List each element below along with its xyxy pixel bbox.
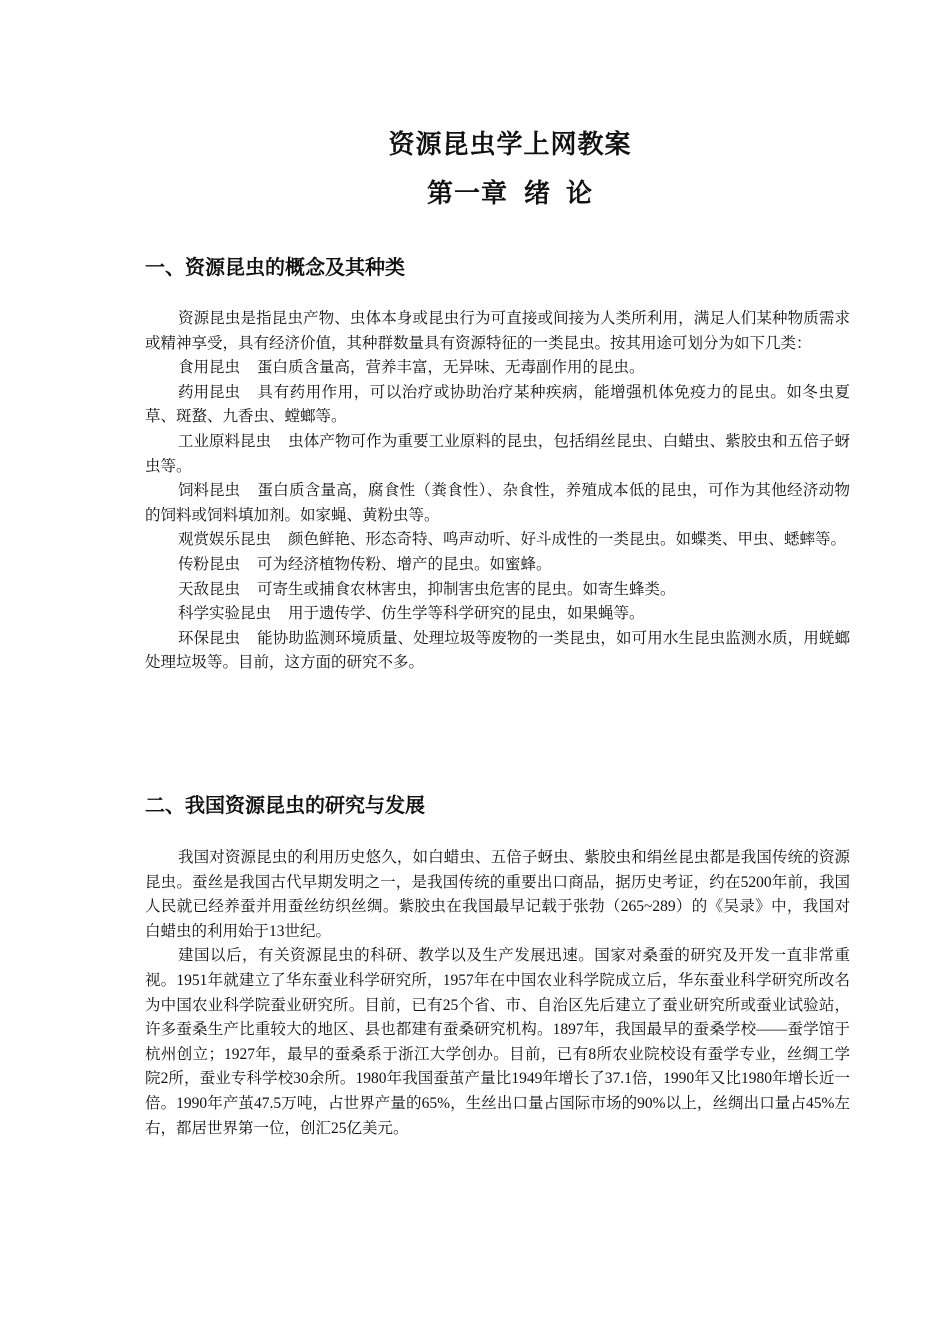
chapter-label: 第一章 (426, 179, 508, 208)
section-body (145, 846, 850, 1141)
category-desc: 虫体产物可作为重要工业原料的昆虫，包括绢丝昆虫、白蜡虫、紫胶虫和五倍子蚜虫等。 (145, 432, 850, 475)
category-desc: 颜色鲜艳、形态奇特、鸣声动听、好斗成性的一类昆虫。如蝶类、甲虫、蟋蟀等。 (288, 531, 847, 549)
section-body (145, 307, 850, 676)
category-item (145, 479, 850, 528)
section-heading: 一、资源昆虫的概念及其种类 (145, 257, 405, 279)
category-item (145, 381, 850, 430)
category-item (145, 553, 850, 578)
category-term: 环保昆虫 (178, 629, 241, 647)
category-term: 药用昆虫 (178, 383, 241, 401)
category-desc: 可寄生或捕食农林害虫，抑制害虫危害的昆虫。如寄生蜂类。 (257, 580, 676, 598)
category-desc: 能协助监测环境质量、处理垃圾等废物的一类昆虫，如可用水生昆虫监测水质，用蜣螂处理垃圾等。目前，这方面的研究不多。 (145, 629, 850, 672)
category-term: 科学实验昆虫 (178, 605, 272, 623)
category-desc: 可为经济植物传粉、增产的昆虫。如蜜蜂。 (257, 555, 552, 573)
category-term: 饲料昆虫 (178, 482, 241, 500)
category-term: 工业原料昆虫 (178, 432, 272, 450)
category-term: 食用昆虫 (178, 359, 241, 377)
category-term: 传粉昆虫 (178, 555, 241, 573)
category-item (145, 578, 850, 603)
category-term: 观赏娱乐昆虫 (178, 531, 272, 549)
category-desc: 具有药用作用，可以治疗或协助治疗某种疾病，能增强机体免疫力的昆虫。如冬虫夏草、斑蝥、九香虫、螳螂等。 (145, 383, 850, 426)
category-desc: 用于遗传学、仿生学等科学研究的昆虫，如果蝇等。 (288, 605, 645, 623)
chapter-title (0, 173, 950, 210)
category-item (145, 528, 850, 553)
section-heading: 二、我国资源昆虫的研究与发展 (145, 795, 425, 817)
body-paragraph: 建国以后，有关资源昆虫的科研、教学以及生产发展迅速。国家对桑蚕的研究及开发一直非常重视。1951年就建立了华东蚕业科学研究所，1957年在中国农业科学院成立后，华东蚕业科学研究所改名为中国农业科学院蚕业研究所。目前，已有25个省、市、自治区先后建立了蚕业研究所或蚕业试验站，许多蚕桑生产比重较大的地区、县也都建有蚕桑研究机构。1897年，我国最早的蚕桑学校——蚕学馆于杭州创立；1927年，最早的蚕桑系于浙江大学创办。目前，已有8所农业院校设有蚕学专业，丝绸工学院2所，蚕业专科学校30余所。1980年我国蚕茧产量比1949年增长了37.1倍，1990年又比1980年增长近一倍。1990年产茧47.5万吨，占世界产量的65%，生丝出口量占国际市场的90%以上，丝绸出口量占45%左右，都居世界第一位，创汇25亿美元。 (145, 947, 850, 1137)
body-paragraph: 我国对资源昆虫的利用历史悠久，如白蜡虫、五倍子蚜虫、紫胶虫和绢丝昆虫都是我国传统的资源昆虫。蚕丝是我国古代早期发明之一，是我国传统的重要出口商品，据历史考证，约在5200年前，我国人民就已经养蚕并用蚕丝纺织丝绸。紫胶虫在我国最早记载于张勃（265~289）的《吴录》中，我国对白蜡虫的利用始于13世纪。 (145, 849, 850, 940)
category-item (145, 430, 850, 479)
category-item (145, 356, 850, 381)
category-term: 天敌昆虫 (178, 580, 241, 598)
category-desc: 蛋白质含量高，腐食性（粪食性）、杂食性，养殖成本低的昆虫，可作为其他经济动物的饲料或饲料填加剂。如家蝇、黄粉虫等。 (145, 482, 850, 524)
document-title: 资源昆虫学上网教案 (388, 130, 632, 159)
category-desc: 蛋白质含量高，营养丰富，无异味、无毒副作用的昆虫。 (257, 359, 645, 377)
category-item (145, 627, 850, 676)
chapter-name: 绪 论 (524, 179, 594, 208)
category-item (145, 602, 850, 627)
intro-paragraph: 资源昆虫是指昆虫产物、虫体本身或昆虫行为可直接或间接为人类所利用，满足人们某种物质需求或精神享受，具有经济价值，其种群数量具有资源特征的一类昆虫。按其用途可划分为如下几类： (145, 310, 850, 352)
